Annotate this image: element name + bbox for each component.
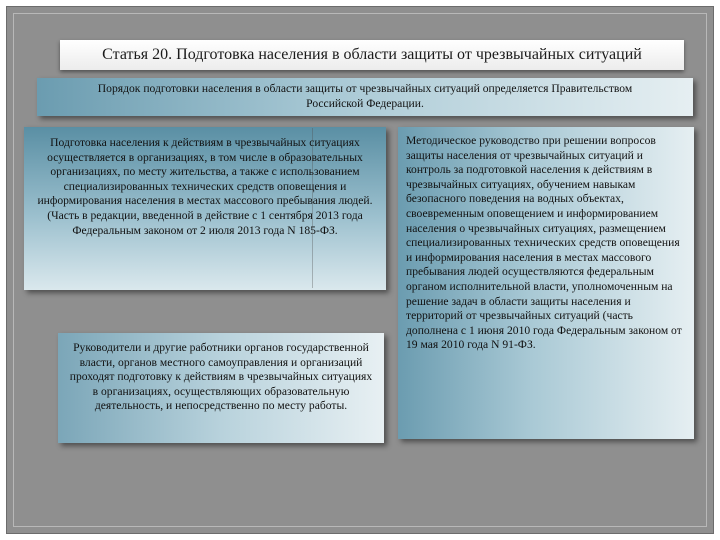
intro-text: Порядок подготовки населения в области защиты от чрезвычайных ситуаций определяется Правительством Российской Федерации. bbox=[97, 82, 633, 110]
intro-box bbox=[37, 78, 693, 116]
slide-title: Статья 20. Подготовка населения в области защиты от чрезвычайных ситуаций bbox=[102, 46, 642, 63]
left-top-box bbox=[24, 127, 386, 290]
left-bottom-text: Руководители и другие работники органов государственной власти, органов местного самоуправления и организаций проходят подготовку к действиям в чрезвычайных ситуациях в организациях, осуществляющих образовательную деятельность, и непосредственно по месту работы. bbox=[69, 341, 373, 413]
right-box bbox=[398, 127, 694, 439]
divider-line bbox=[312, 128, 313, 288]
title-bar bbox=[60, 40, 684, 70]
left-bottom-box bbox=[58, 333, 384, 443]
left-top-text: Подготовка населения к действиям в чрезвычайных ситуациях осуществляется в организациях, в том числе в образовательных организациях, по месту жительства, а также с использованием специализированных технических средств оповещения и информирования населения в местах массового пребывания людей. (Часть в редакции, введенной в действие с 1 сентября 2013 года Федеральным законом от 2 июля 2013 года N 185-ФЗ. bbox=[37, 136, 373, 237]
right-text: Методическое руководство при решении вопросов защиты населения от чрезвычайных ситуаций и контроль за подготовкой населения к действиям в чрезвычайных ситуациях, обучением навыкам безопасного поведения на водных объектах, своевременным оповещением и информированием населения о чрезвычайных ситуациях, размещением специализированных технических средств оповещения и информирования населения в местах массового пребывания людей осуществляются федеральным органом исполнительной власти, уполномоченным на решение задач в области защиты населения и территорий от чрезвычайных ситуаций (часть дополнена с 1 июня 2010 года Федеральным законом от 19 мая 2010 года N 91-ФЗ. bbox=[406, 134, 682, 352]
